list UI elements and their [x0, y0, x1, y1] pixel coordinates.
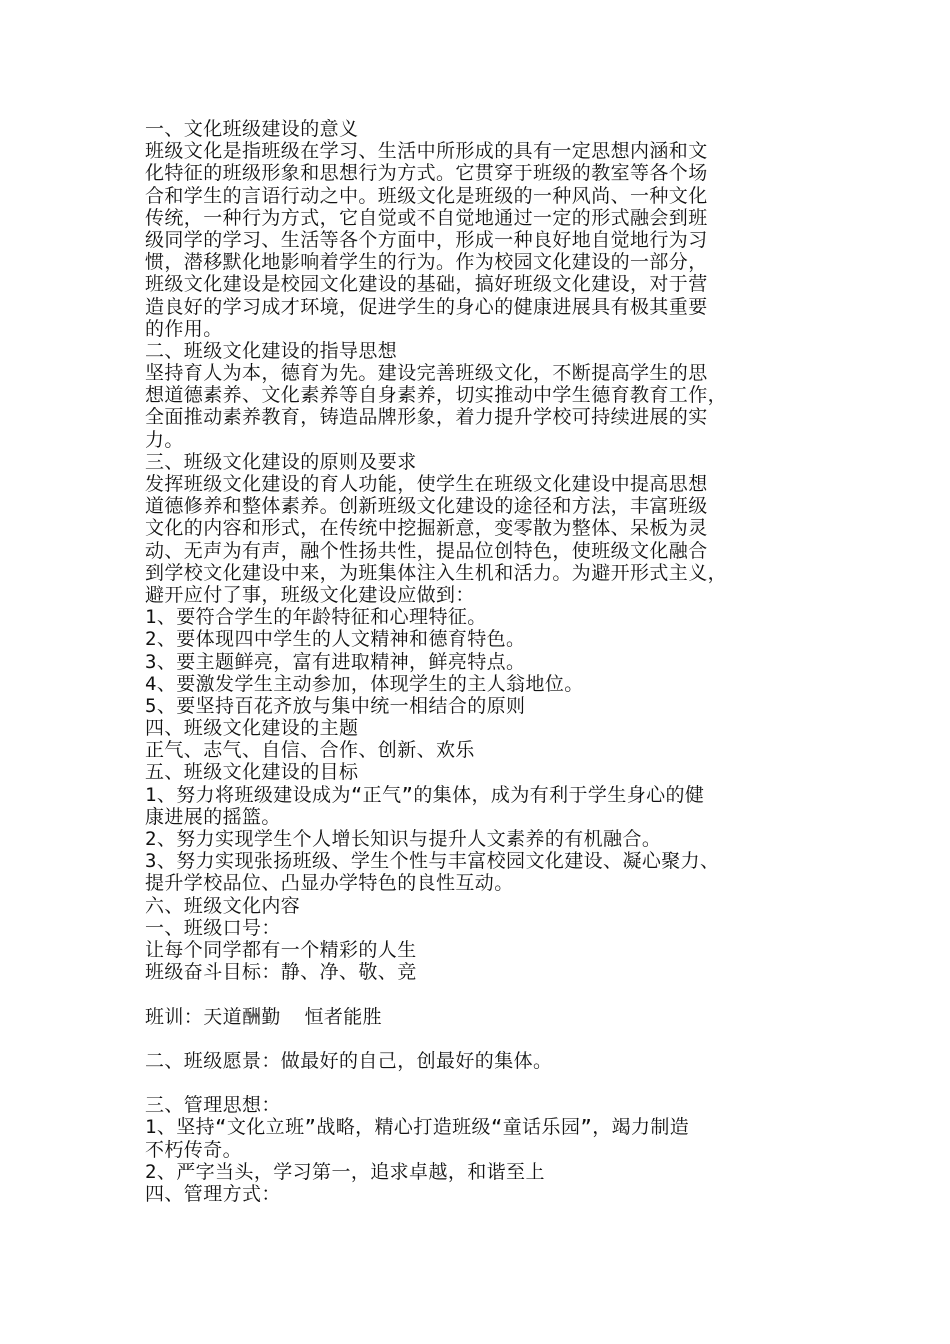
- paragraph-line: 造良好的学习成才环境，促进学生的身心的健康进展具有极其重要: [145, 295, 708, 318]
- paragraph-line: 力。: [145, 428, 184, 451]
- paragraph-line: 想道德素养、文化素养等自身素养，切实推动中学生德育教育工作，: [145, 384, 728, 407]
- list-item: 不朽传奇。: [145, 1138, 243, 1161]
- list-item: 2、要体现四中学生的人文精神和德育特色。: [145, 628, 526, 651]
- document-body: [145, 118, 825, 1205]
- list-item: 2、严字当头，学习第一，追求卓越，和谐至上: [145, 1160, 545, 1183]
- subsection-heading: 四、管理方式：: [145, 1183, 281, 1205]
- blank-line: [145, 983, 825, 1005]
- paragraph-line: 到学校文化建设中来，为班集体注入生机和活力。为避开形式主义，: [145, 561, 728, 584]
- list-item: 4、要激发学生主动参加，体现学生的主人翁地位。: [145, 672, 584, 695]
- paragraph-line: 班级文化建设是校园文化建设的基础，搞好班级文化建设，对于营: [145, 273, 708, 296]
- paragraph-line: 发挥班级文化建设的育人功能，使学生在班级文化建设中提高思想: [145, 473, 708, 495]
- paragraph-line: 合和学生的言语行动之中。班级文化是班级的一种风尚、一种文化: [145, 184, 708, 207]
- subsection-heading: 二、班级愿景：做最好的自己，创最好的集体。: [145, 1049, 553, 1072]
- paragraph-line: 惯，潜移默化地影响着学生的行为。作为校园文化建设的一部分，: [145, 251, 708, 274]
- paragraph-line: 班训：天道酬勤 恒者能胜: [145, 1005, 383, 1028]
- section-heading: 六、班级文化内容: [145, 894, 301, 917]
- subsection-heading: 三、管理思想：: [145, 1094, 281, 1117]
- section-heading: 四、班级文化建设的主题: [145, 717, 359, 740]
- list-item: 1、努力将班级建设成为“正气”的集体，成为有利于学生身心的健: [145, 783, 705, 806]
- paragraph-line: 道德修养和整体素养。创新班级文化建设的途径和方法，丰富班级: [145, 495, 708, 518]
- list-item: 2、努力实现学生个人增长知识与提升人文素养的有机融合。: [145, 828, 662, 850]
- paragraph-line: 级同学的学习、生活等各个方面中，形成一种良好地自觉地行为习: [145, 228, 708, 251]
- section-heading: 三、班级文化建设的原则及要求: [145, 450, 417, 473]
- list-item: 3、努力实现张扬班级、学生个性与丰富校园文化建设、凝心聚力、: [145, 850, 720, 873]
- paragraph-line: 班级奋斗目标：静、净、敬、竞: [145, 961, 417, 984]
- paragraph-line: 班级文化是指班级在学习、生活中所形成的具有一定思想内涵和文: [145, 140, 708, 163]
- list-item: 1、坚持“文化立班”战略，精心打造班级“童话乐园”，竭力制造: [145, 1116, 690, 1139]
- section-heading: 五、班级文化建设的目标: [145, 761, 359, 784]
- subsection-heading: 一、班级口号：: [145, 916, 281, 939]
- paragraph-line: 文化的内容和形式，在传统中挖掘新意，变零散为整体、呆板为灵: [145, 517, 708, 540]
- list-item: 康进展的摇篮。: [145, 805, 281, 828]
- paragraph-line: 动、无声为有声，融个性扬共性，提品位创特色，使班级文化融合: [145, 539, 708, 562]
- section-heading: 二、班级文化建设的指导思想: [145, 339, 398, 362]
- paragraph-line: 让每个同学都有一个精彩的人生: [145, 938, 417, 961]
- list-item: 5、要坚持百花齐放与集中统一相结合的原则: [145, 694, 526, 717]
- blank-line: [145, 1072, 825, 1094]
- paragraph-line: 化特征的班级形象和思想行为方式。它贯穿于班级的教室等各个场: [145, 162, 708, 185]
- paragraph-line: 正气、志气、自信、合作、创新、欢乐: [145, 739, 475, 762]
- paragraph-line: 传统，一种行为方式，它自觉或不自觉地通过一定的形式融会到班: [145, 206, 708, 229]
- section-heading: 一、文化班级建设的意义: [145, 118, 359, 140]
- list-item: 提升学校品位、凸显办学特色的良性互动。: [145, 872, 514, 895]
- paragraph-line: 避开应付了事，班级文化建设应做到：: [145, 583, 475, 606]
- paragraph-line: 的作用。: [145, 317, 223, 340]
- blank-line: [145, 1028, 825, 1050]
- list-item: 3、要主题鲜亮，富有进取精神，鲜亮特点。: [145, 650, 526, 673]
- paragraph-line: 全面推动素养教育，铸造品牌形象，着力提升学校可持续进展的实: [145, 406, 708, 429]
- list-item: 1、要符合学生的年龄特征和心理特征。: [145, 606, 487, 629]
- paragraph-line: 坚持育人为本，德育为先。建设完善班级文化，不断提高学生的思: [145, 362, 708, 385]
